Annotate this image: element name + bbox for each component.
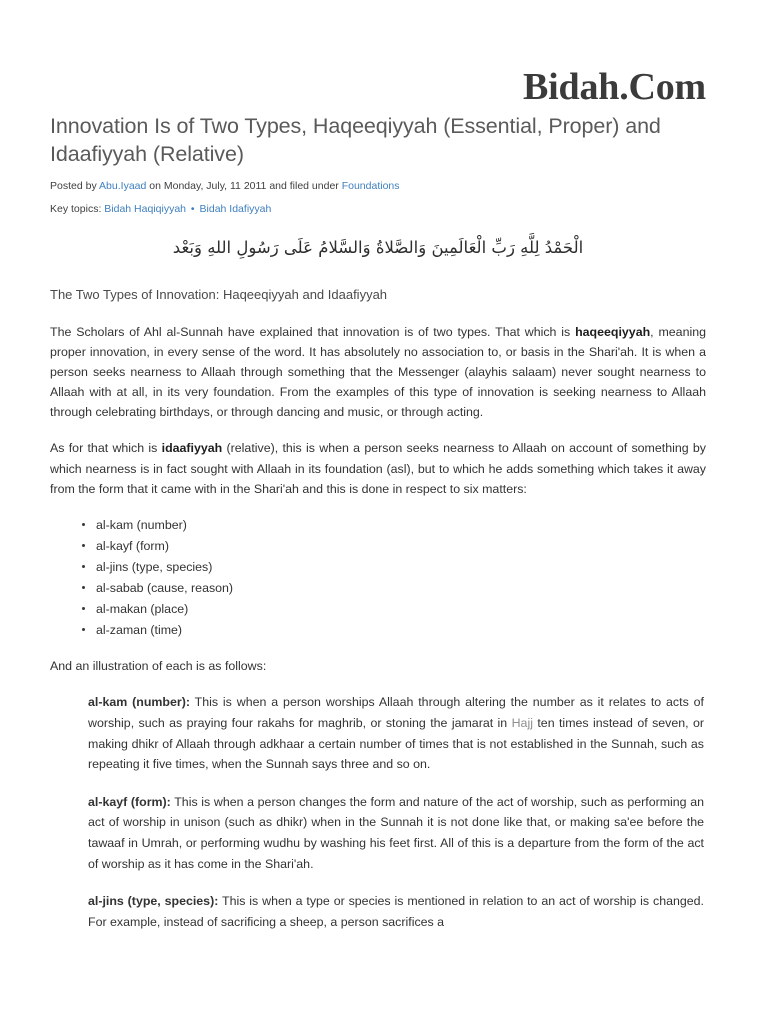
paragraph-idaafiyyah [50,438,706,498]
bold-term-idaafiyyah: idaafiyyah [161,441,223,456]
illustration-al-kayf [50,792,706,874]
key-topic-link-1[interactable]: Bidah Idafiyyah [199,203,272,216]
illustration-intro-text: And an illustration of each is as follows: [50,659,267,674]
arabic-intro-line: الْحَمْدُ لِلَّهِ رَبِّ الْعَالَمِينَ وَالصَّلاةُ وَالسَّلامُ عَلَى رَسُولِ اللهِ وَبَعْد [172,238,584,258]
list-item [82,620,706,640]
matter-label-5: al-zaman (time) [96,623,183,638]
category-link[interactable]: Foundations [341,179,400,192]
list-item [82,536,706,556]
six-matters-list [50,515,706,641]
bold-term-haqeeqiyyah: haqeeqiyyah [575,324,651,339]
matter-label-0: al-kam (number) [96,517,187,532]
paragraph-1-text-b: , meaning proper innovation, in every sense of the word. It has absolutely no association to, or basis in the Shari'ah. It is when a person seeks nearness to Allaah through something that the Messenger (alayhis salaam) never sought nearness to Allaah with at all, in its very foundation. From the examples of this type of innovation is seeking nearness to Allaah through celebrating birthdays, or through dancing and music, or through acting. [50,324,706,420]
paragraph-haqeeqiyyah [50,322,706,422]
key-topics-label: Key topics: [50,203,102,216]
key-topic-link-0[interactable]: Bidah Haqiqiyyah [104,203,186,216]
al-kam-text-b: ten times instead of seven, or making dhikr of Allaah through adkhaar a certain number of times that is not established in the Sunnah, such as repeating it five times, when the Sunnah says three and so on. [88,715,705,772]
byline-date: on Monday, July, 11 2011 and filed under [149,179,339,192]
illustration-al-jins [50,891,706,932]
list-item [82,599,706,619]
section-subheading: The Two Types of Innovation: Haqeeqiyyah and Idaafiyyah [50,286,388,302]
al-kayf-text: This is when a person changes the form and nature of the act of worship, such as performing an act of worship in unison (such as dhikr) when in the Sunnah it is not done like that, or making sa'ee before the tawaaf in Umrah, or performing wudhu by washing his feet first. All of this is a departure from the form of the act of worship as it has come in the Shari'ah. [88,794,704,871]
author-link[interactable]: Abu.Iyaad [99,179,147,192]
bold-term-al-jins: al-jins (type, species): [88,894,219,909]
paragraph-2-text-a: As for that which is [50,441,162,456]
bold-term-al-kam: al-kam (number): [88,695,190,710]
illustration-al-kam [50,692,706,774]
paragraph-2-text-b: (relative), this is when a person seeks nearness to Allaah on account of something by which nearness is in fact sought with Allaah in its foundation (asl), but to which he adds something which takes it away from the form that it came with in the Shari'ah and this is done in respect to six matters: [50,441,706,496]
posted-by-label: Posted by [50,179,97,192]
matter-label-1: al-kayf (form) [96,538,169,553]
site-header [50,0,706,112]
list-item [82,557,706,577]
list-item [82,515,706,535]
matter-label-2: al-jins (type, species) [96,559,213,574]
al-kam-text-a: This is when a person worships Allaah through altering the number as it relates to acts of worship, such as praying four rakahs for maghrib, or stoning the jamarat in [88,695,704,730]
key-topics [50,201,706,217]
matter-label-3: al-sabab (cause, reason) [96,581,234,596]
key-topics-separator: • [190,203,195,216]
site-logo[interactable]: Bidah.Com [523,66,706,108]
paragraph-1-text-a: The Scholars of Ahl al-Sunnah have explained that innovation is of two types. That which is [50,324,576,339]
list-item [82,578,706,598]
al-jins-text: This is when a type or species is mentioned in relation to an act of worship is changed. For example, instead of sacrificing a sheep, a person sacrifices a [88,894,704,929]
article-byline [50,178,706,194]
matter-label-4: al-makan (place) [96,602,189,617]
article-title: Innovation Is of Two Types, Haqeeqiyyah (Essential, Proper) and Idaafiyyah (Relative) [50,114,661,167]
bold-term-al-kayf: al-kayf (form): [88,794,171,809]
illustration-intro [50,656,706,676]
hajj-link[interactable]: Hajj [511,715,533,730]
